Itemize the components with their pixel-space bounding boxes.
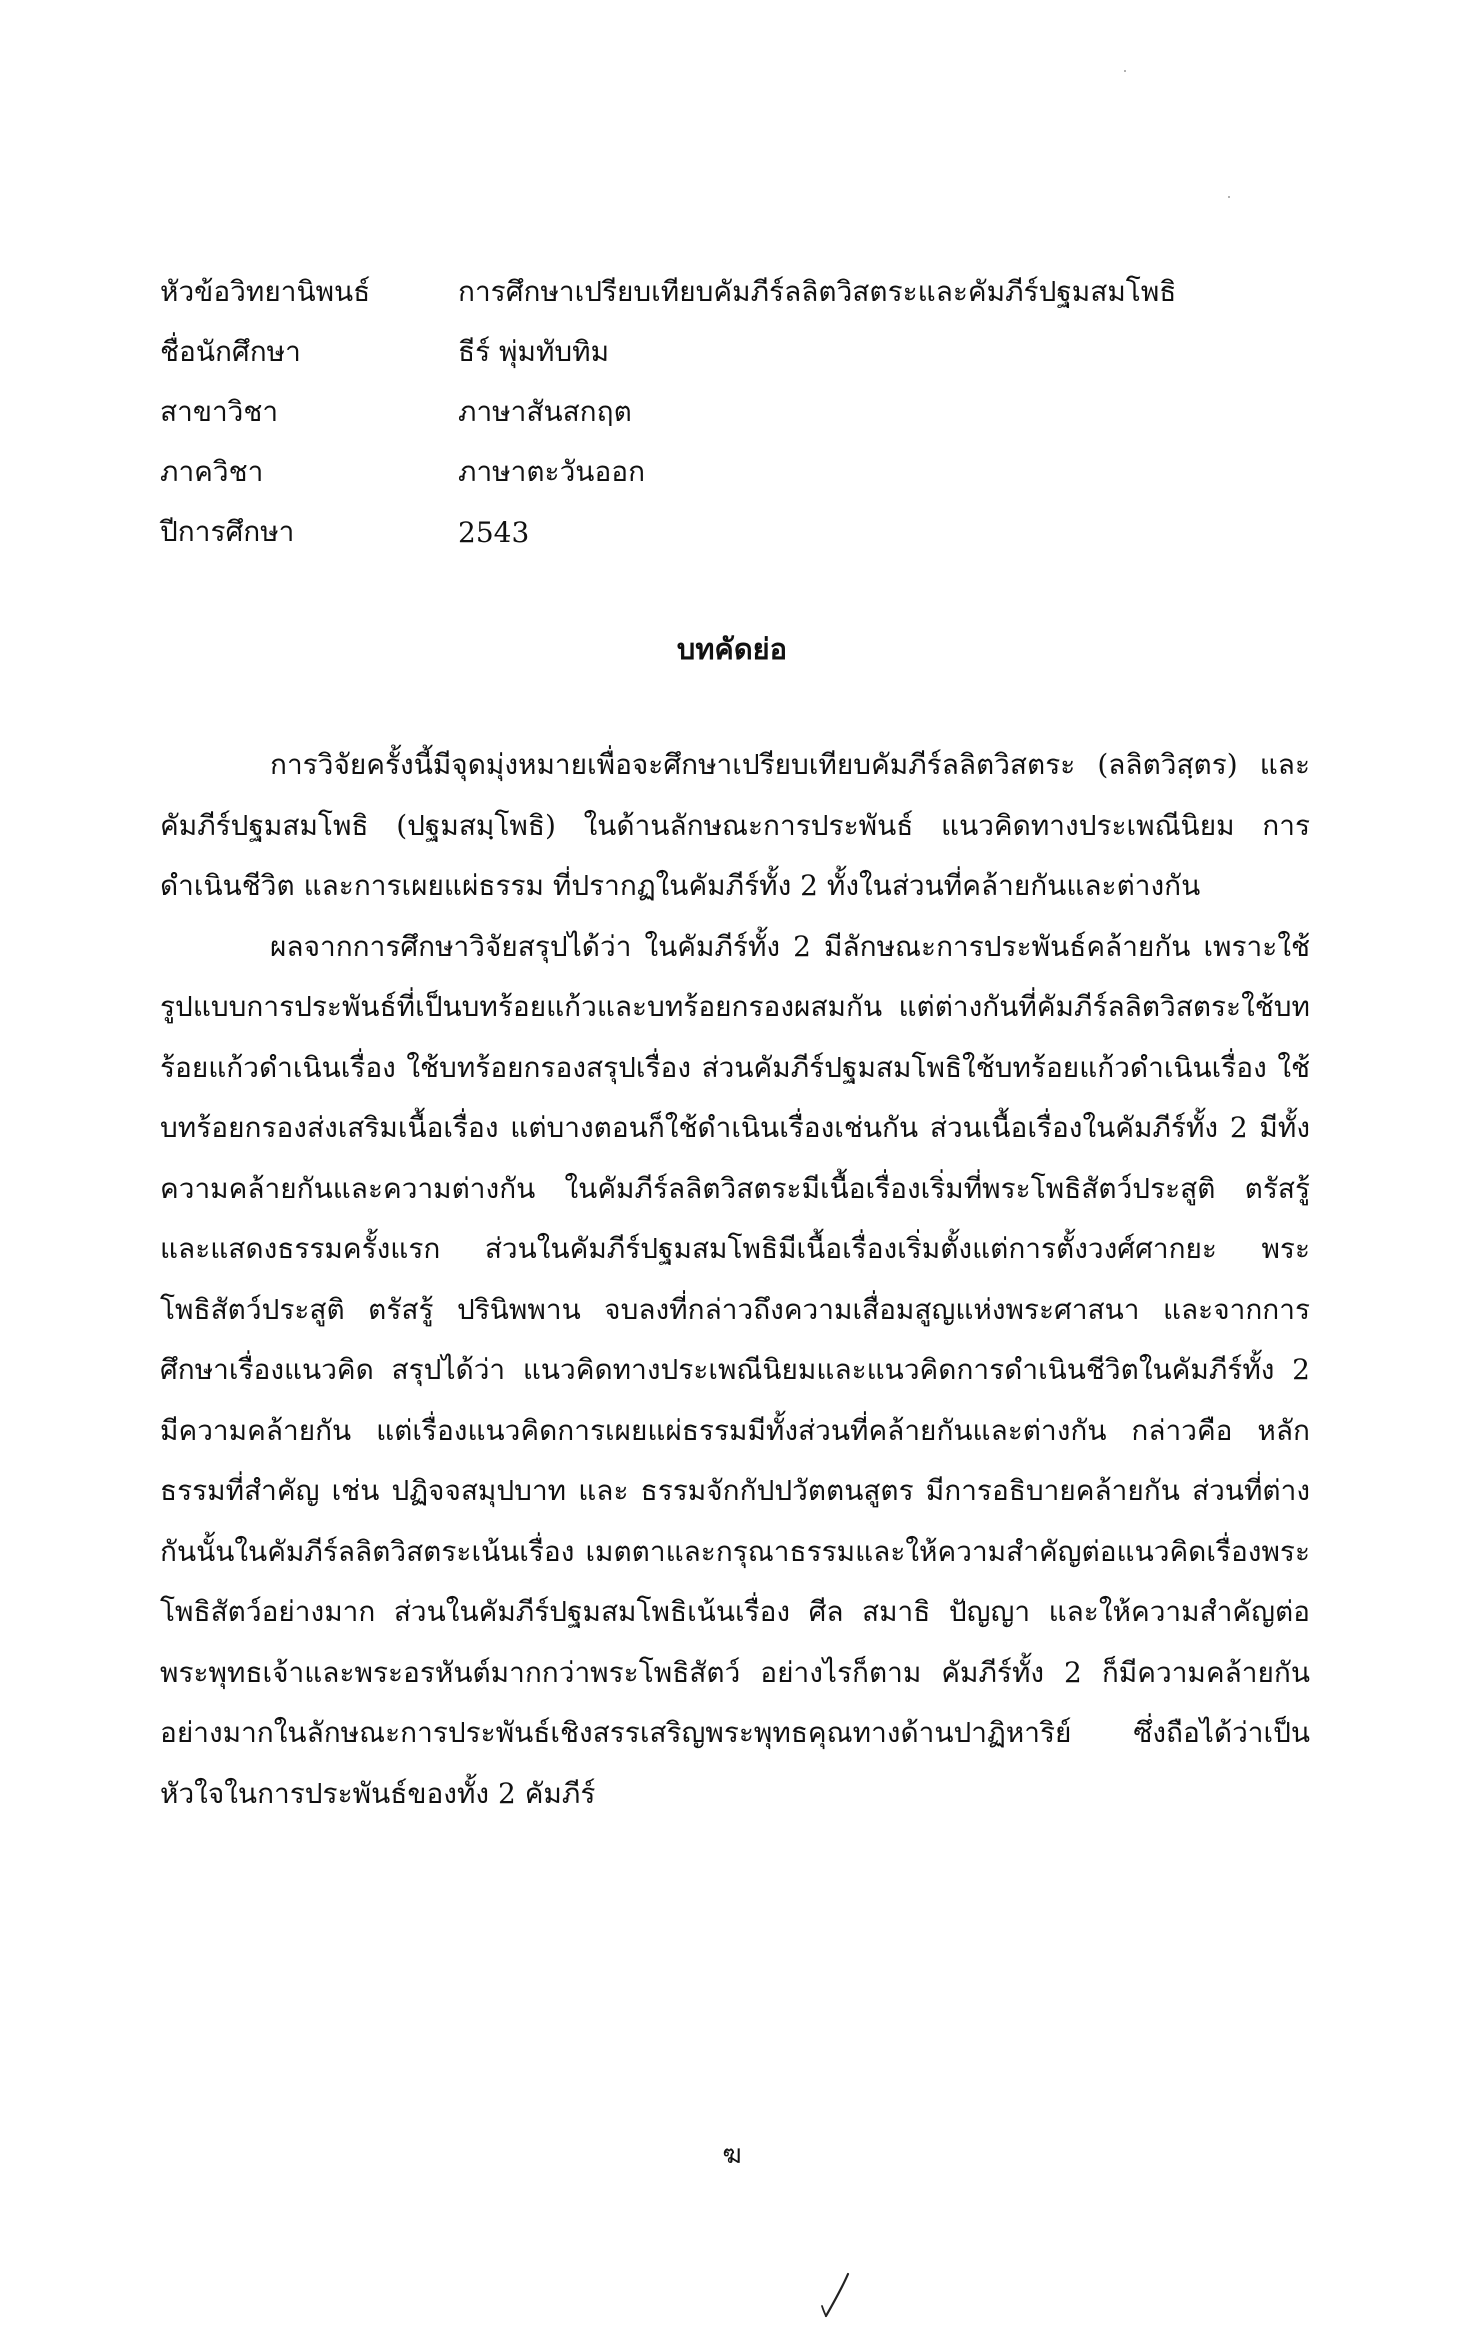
abstract-body xyxy=(160,735,1310,1824)
department-value: ภาษาตะวันออก xyxy=(458,455,646,488)
abstract-paragraph-1: การวิจัยครั้งนี้มีจุดมุ่งหมายเพื่อจะศึกษาเปรียบเทียบคัมภีร์ลลิตวิสตระ (ลลิตวิสฺตร) และคัมภีร์ปฐมสมโพธิ (ปฐมสมฺโพธิ) ในด้านลักษณะการประพันธ์ แนวคิดทางประเพณีนิยม การดำเนินชีวิต และการเผยแผ่ธรรม ที่ปรากฏในคัมภีร์ทั้ง 2 ทั้งในส่วนที่คล้ายกันและต่างกัน xyxy=(160,748,1310,902)
department-label: ภาควิชา xyxy=(160,455,264,488)
scan-speck xyxy=(1228,196,1230,198)
academic-year-value: 2543 xyxy=(458,515,530,549)
pen-mark-icon xyxy=(818,2270,858,2320)
thesis-title-label: หัวข้อวิทยานิพนธ์ xyxy=(160,275,371,308)
abstract-heading: บทคัดย่อ xyxy=(676,632,788,666)
major-label: สาขาวิชา xyxy=(160,395,279,428)
student-name-label: ชื่อนักศึกษา xyxy=(160,335,301,368)
student-name-value: ธีร์ พุ่มทับทิม xyxy=(458,335,610,368)
student-name-row xyxy=(160,322,1310,382)
thesis-title-row xyxy=(160,262,1310,322)
academic-year-row xyxy=(160,502,1310,562)
major-row xyxy=(160,382,1310,442)
academic-year-label: ปีการศึกษา xyxy=(160,515,295,548)
thesis-info xyxy=(160,262,1310,562)
scan-speck xyxy=(1124,70,1126,72)
abstract-paragraph-2: ผลจากการศึกษาวิจัยสรุปได้ว่า ในคัมภีร์ทั้ง 2 มีลักษณะการประพันธ์คล้ายกัน เพราะใช้รูปแบบการประพันธ์ที่เป็นบทร้อยแก้วและบทร้อยกรองผสมกัน แต่ต่างกันที่คัมภีร์ลลิตวิสตระใช้บทร้อยแก้วดำเนินเรื่อง ใช้บทร้อยกรองสรุปเรื่อง ส่วนคัมภีร์ปฐมสมโพธิใช้บทร้อยแก้วดำเนินเรื่อง ใช้บทร้อยกรองส่งเสริมเนื้อเรื่อง แต่บางตอนก็ใช้ดำเนินเรื่องเช่นกัน ส่วนเนื้อเรื่องในคัมภีร์ทั้ง 2 มีทั้งความคล้ายกันและความต่างกัน ในคัมภีร์ลลิตวิสตระมีเนื้อเรื่องเริ่มที่พระโพธิสัตว์ประสูติ ตรัสรู้ และแสดงธรรมครั้งแรก ส่วนในคัมภีร์ปฐมสมโพธิมีเนื้อเรื่องเริ่มตั้งแต่การตั้งวงศ์ศากยะ พระโพธิสัตว์ประสูติ ตรัสรู้ ปรินิพพาน จบลงที่กล่าวถึงความเสื่อมสูญแห่งพระศาสนา และจากการศึกษาเรื่องแนวคิด สรุปได้ว่า แนวคิดทางประเพณีนิยมและแนวคิดการดำเนินชีวิตในคัมภีร์ทั้ง 2 มีความคล้ายกัน แต่เรื่องแนวคิดการเผยแผ่ธรรมมีทั้งส่วนที่คล้ายกันและต่างกัน กล่าวคือ หลักธรรมที่สำคัญ เช่น ปฏิจจสมุปบาท และ ธรรมจักกัปปวัตตนสูตร มีการอธิบายคล้ายกัน ส่วนที่ต่างกันนั้นในคัมภีร์ลลิตวิสตระเน้นเรื่อง เมตตาและกรุณาธรรมและให้ความสำคัญต่อแนวคิดเรื่องพระโพธิสัตว์อย่างมาก ส่วนในคัมภีร์ปฐมสมโพธิเน้นเรื่อง ศีล สมาธิ ปัญญา และให้ความสำคัญต่อพระพุทธเจ้าและพระอรหันต์มากกว่าพระโพธิสัตว์ อย่างไรก็ตาม คัมภีร์ทั้ง 2 ก็มีความคล้ายกันอย่างมากในลักษณะการประพันธ์เชิงสรรเสริญพระพุทธคุณทางด้านปาฏิหาริย์ ซึ่งถือได้ว่าเป็นหัวใจในการประพันธ์ของทั้ง 2 คัมภีร์ xyxy=(160,929,1310,1810)
major-value: ภาษาสันสกฤต xyxy=(458,395,632,428)
department-row xyxy=(160,442,1310,502)
page-number: ฆ xyxy=(722,2140,742,2170)
thesis-title-value: การศึกษาเปรียบเทียบคัมภีร์ลลิตวิสตระและคัมภีร์ปฐมสมโพธิ xyxy=(458,275,1177,308)
